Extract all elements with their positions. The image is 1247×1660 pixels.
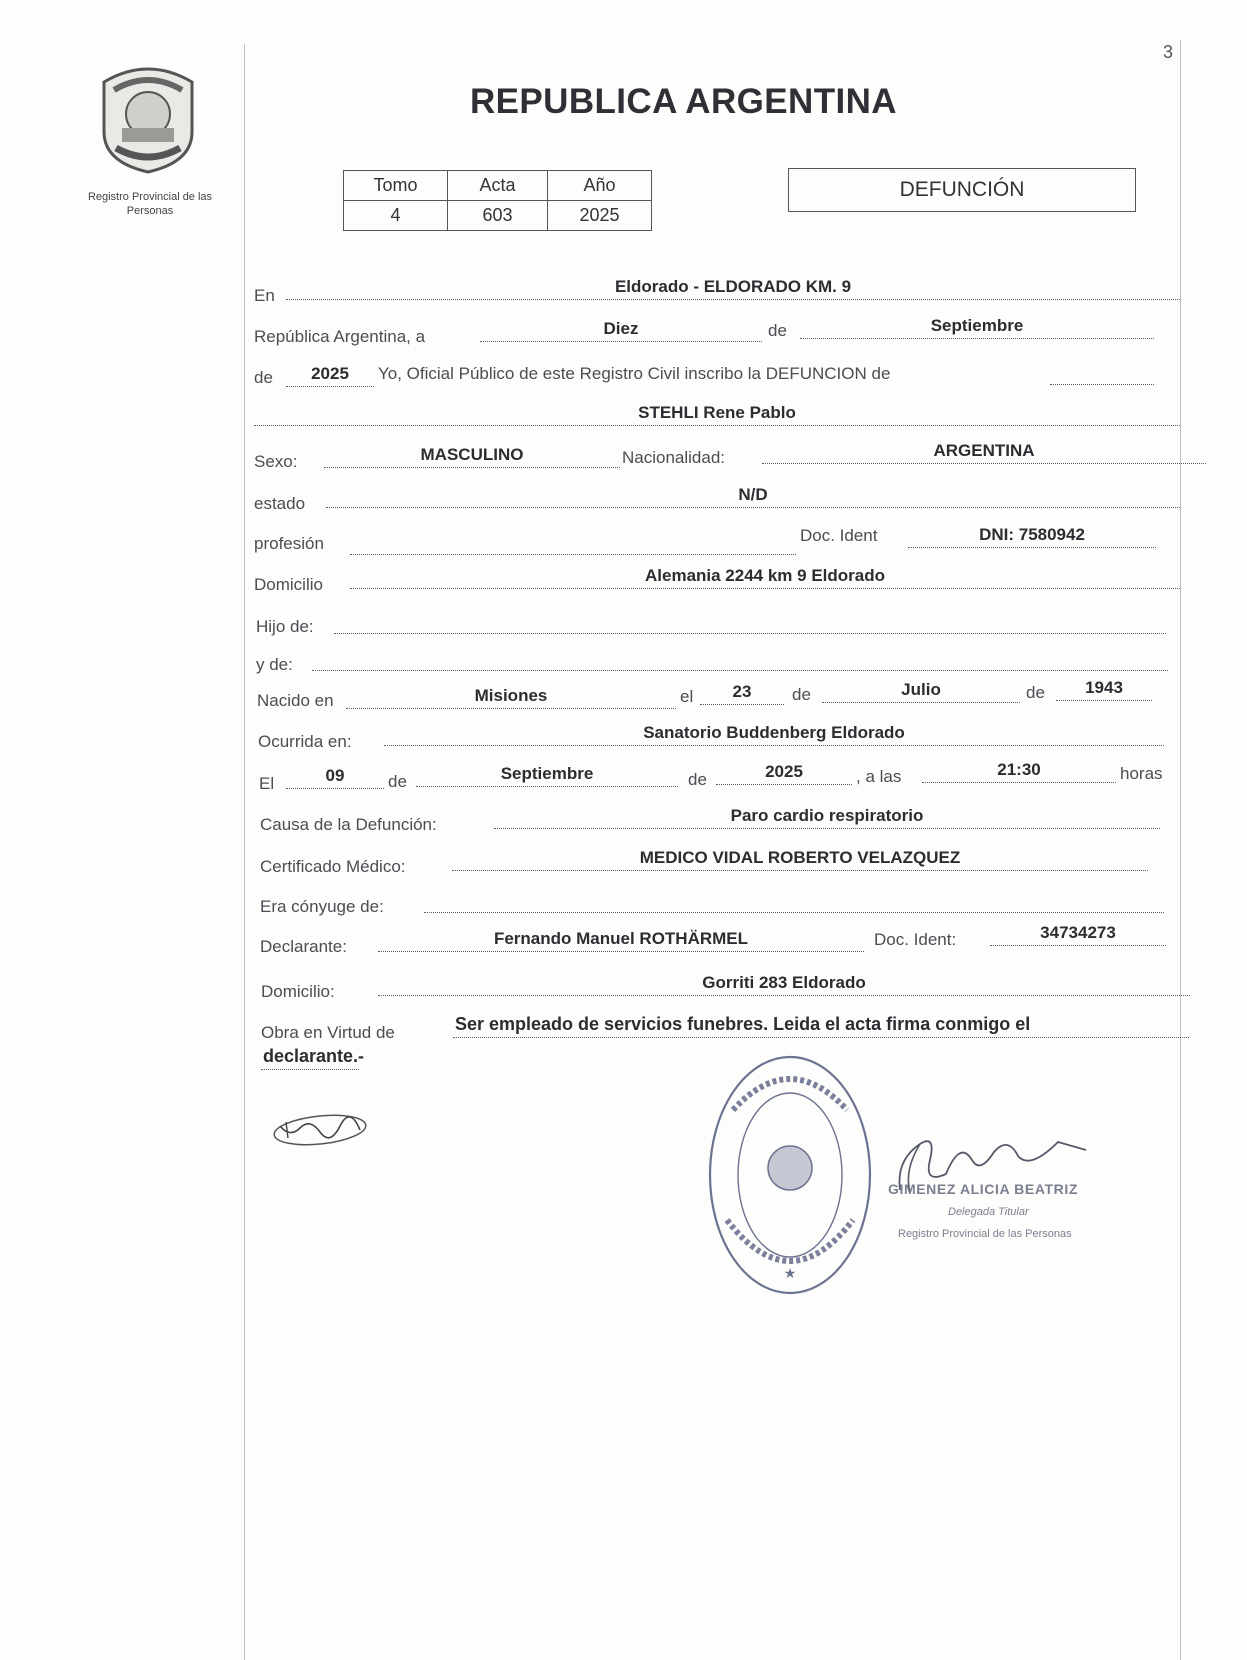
label-de-5: de [388, 772, 407, 791]
label-declarante: Declarante: [260, 937, 347, 956]
right-margin-line [1180, 40, 1181, 1660]
field-mes: Septiembre [800, 313, 1154, 339]
label-de-6: de [688, 770, 707, 789]
label-conyuge: Era cónyuge de: [260, 897, 384, 916]
svg-text:★: ★ [783, 1266, 797, 1282]
field-certificado: MEDICO VIDAL ROBERTO VELAZQUEZ [452, 845, 1148, 871]
field-obra-1: Ser empleado de servicios funebres. Leida el acta firma conmigo el [453, 1012, 1189, 1038]
field-y-de [312, 648, 1168, 671]
official-name: GIMENEZ ALICIA BEATRIZ [888, 1181, 1079, 1197]
label-de-1: de [768, 321, 787, 340]
label-y-de: y de: [256, 655, 293, 674]
declarant-signature-icon [268, 1108, 378, 1152]
field-lugar: Eldorado - ELDORADO KM. 9 [286, 274, 1180, 300]
field-def-anio: 2025 [716, 759, 852, 785]
field-hijo-de [334, 611, 1166, 634]
field-nac-anio: 1943 [1056, 675, 1152, 701]
anio-value: 2025 [548, 201, 652, 231]
label-a-las: , a las [856, 767, 902, 786]
label-el: el [680, 687, 694, 706]
field-hora: 21:30 [922, 757, 1116, 783]
field-nombre: STEHLI Rene Pablo [254, 400, 1180, 426]
registry-caption: Registro Provincial de las Personas [87, 191, 213, 217]
label-republica: República Argentina, a [254, 327, 426, 346]
intro-text: Yo, Oficial Público de este Registro Civil inscribo la DEFUNCION de [378, 364, 891, 383]
label-nacionalidad: Nacionalidad: [622, 448, 726, 467]
field-obra-2: declarante.- [261, 1044, 359, 1070]
label-en: En [254, 286, 275, 305]
label-de-4: de [1026, 683, 1045, 702]
field-profesion [350, 530, 796, 555]
official-org: Registro Provincial de las Personas [898, 1228, 1072, 1240]
label-doc-ident-2: Doc. Ident: [874, 930, 957, 949]
label-horas: horas [1120, 764, 1163, 783]
label-nacido-en: Nacido en [257, 691, 334, 710]
label-sexo: Sexo: [254, 452, 298, 471]
field-nacionalidad: ARGENTINA [762, 438, 1206, 464]
field-declarante-domicilio: Gorriti 283 Eldorado [378, 970, 1190, 996]
field-ocurrida-en: Sanatorio Buddenberg Eldorado [384, 720, 1164, 746]
label-el-upper: El [259, 774, 275, 793]
label-causa: Causa de la Defunción: [260, 815, 437, 834]
field-nac-mes: Julio [822, 677, 1020, 703]
field-declarante: Fernando Manuel ROTHÄRMEL [378, 926, 864, 952]
tomo-value: 4 [344, 201, 448, 231]
field-sexo: MASCULINO [324, 442, 620, 468]
label-doc-ident: Doc. Ident [800, 526, 878, 545]
acta-header: Acta [448, 171, 548, 201]
left-margin-line [244, 44, 245, 1660]
label-certificado: Certificado Médico: [260, 857, 406, 876]
label-estado: estado [254, 494, 306, 513]
page-number: 3 [1163, 42, 1174, 62]
acta-value: 603 [448, 201, 548, 231]
field-nacido-en: Misiones [346, 683, 676, 709]
official-stamp-icon [705, 1050, 875, 1300]
label-de-2: de [254, 368, 273, 387]
field-anio: 2025 [286, 361, 374, 387]
field-def-mes: Septiembre [416, 761, 678, 787]
province-crest-icon [96, 62, 200, 174]
label-obra: Obra en Virtud de [261, 1023, 395, 1042]
field-def-dia: 09 [286, 763, 384, 789]
anio-header: Año [548, 171, 652, 201]
field-causa: Paro cardio respiratorio [494, 803, 1160, 829]
document-title: REPUBLICA ARGENTINA [470, 82, 897, 121]
field-nac-dia: 23 [700, 679, 784, 705]
official-role: Delegada Titular [948, 1206, 1029, 1218]
label-ocurrida-en: Ocurrida en: [258, 732, 352, 751]
intro-dots [1050, 360, 1154, 385]
field-estado: N/D [326, 482, 1180, 508]
label-profesion: profesión [254, 534, 324, 553]
label-de-3: de [792, 685, 811, 704]
label-domicilio-2: Domicilio: [261, 982, 335, 1001]
field-doc: DNI: 7580942 [908, 522, 1156, 548]
label-domicilio: Domicilio [254, 575, 323, 594]
record-type-box: DEFUNCIÓN [788, 168, 1136, 212]
label-hijo-de: Hijo de: [256, 617, 314, 636]
tomo-header: Tomo [344, 171, 448, 201]
field-dia-letras: Diez [480, 316, 762, 342]
record-table [343, 170, 652, 231]
field-conyuge [424, 888, 1164, 913]
field-domicilio: Alemania 2244 km 9 Eldorado [350, 563, 1180, 589]
field-declarante-doc: 34734273 [990, 920, 1166, 946]
